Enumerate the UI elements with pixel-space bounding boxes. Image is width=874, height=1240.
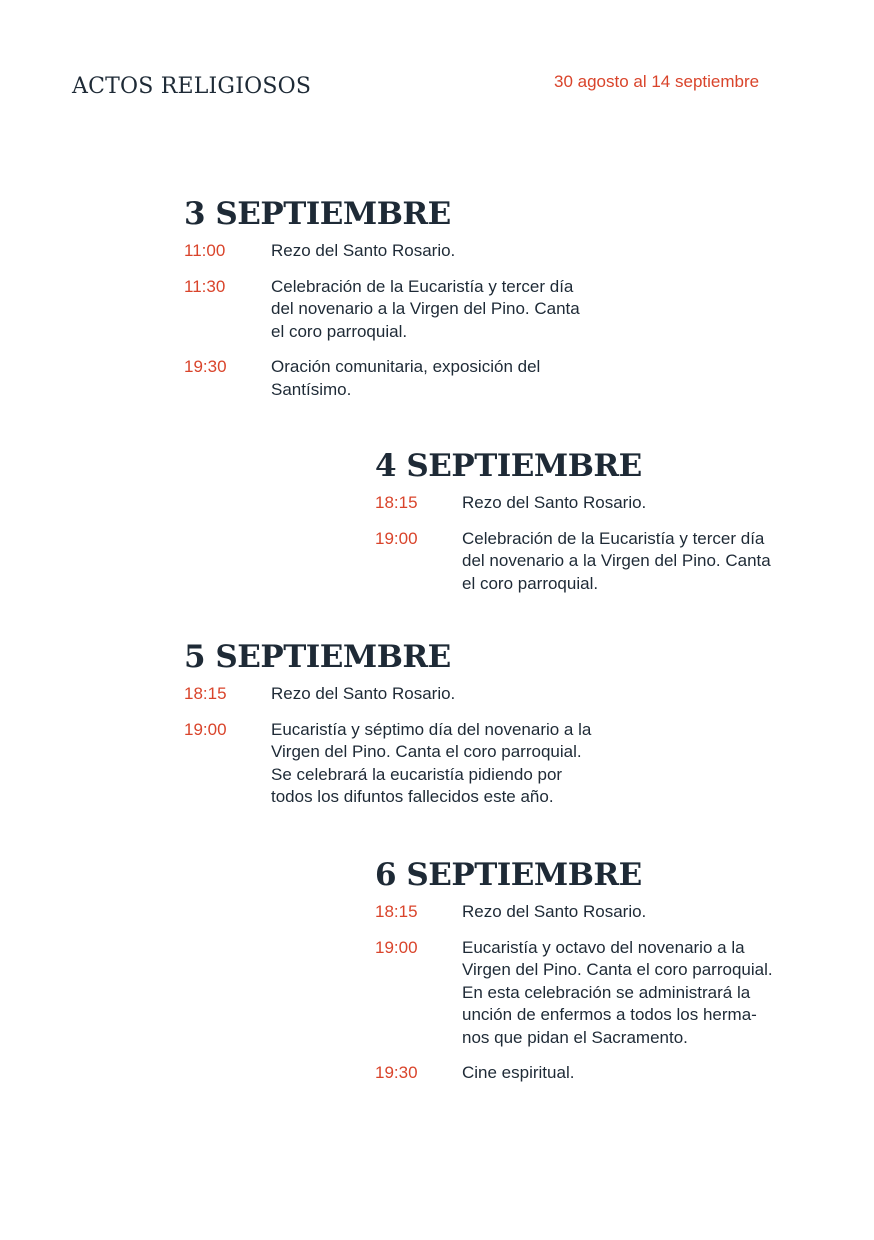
day-title: 3 SEPTIEMBRE xyxy=(184,196,451,232)
event-item xyxy=(184,719,624,809)
date-range: 30 agosto al 14 septiembre xyxy=(554,72,760,91)
event-item xyxy=(375,492,815,515)
event-description: Celebración de la Eucaristía y tercer día del novenario a la Virgen del Pino. Canta el coro parroquial. xyxy=(271,276,580,341)
event-time: 11:30 xyxy=(184,276,226,296)
event-description: Eucaristía y octavo del novenario a la Virgen del Pino. Canta el coro parroquial. En esta celebración se administrará la unción de enfermos a todos los herma- nos que pidan el Sacramento. xyxy=(462,937,773,1047)
day-title: 5 SEPTIEMBRE xyxy=(184,639,451,675)
event-item xyxy=(184,356,624,401)
day-title: 4 SEPTIEMBRE xyxy=(375,448,642,484)
event-time: 18:15 xyxy=(184,684,227,703)
event-description: Cine espiritual. xyxy=(462,1063,575,1082)
event-description: Eucaristía y séptimo día del novenario a la Virgen del Pino. Canta el coro parroquial. Se celebrará la eucaristía pidiendo por todos los difuntos fallecidos este año. xyxy=(271,719,592,806)
event-item xyxy=(184,683,624,706)
event-description: Rezo del Santo Rosario. xyxy=(462,902,647,921)
event-time: 19:00 xyxy=(375,528,418,548)
event-item xyxy=(184,276,624,344)
day-section-3-septiembre xyxy=(184,194,624,414)
day-title: 6 SEPTIEMBRE xyxy=(375,857,642,893)
event-time: 19:00 xyxy=(375,937,418,957)
event-time: 11:00 xyxy=(184,241,226,260)
event-time: 18:15 xyxy=(375,493,418,512)
event-description: Rezo del Santo Rosario. xyxy=(271,241,456,260)
page-title: ACTOS RELIGIOSOS xyxy=(72,74,312,99)
event-description: Rezo del Santo Rosario. xyxy=(462,493,647,512)
event-time: 18:15 xyxy=(375,902,418,921)
event-time: 19:30 xyxy=(184,357,227,376)
day-section-6-septiembre xyxy=(375,855,815,1098)
event-time: 19:30 xyxy=(375,1063,418,1082)
event-item xyxy=(184,240,624,263)
event-description: Rezo del Santo Rosario. xyxy=(271,684,456,703)
event-description: Oración comunitaria, exposición del Santísimo. xyxy=(271,357,541,399)
event-item xyxy=(375,528,815,596)
event-description: Celebración de la Eucaristía y tercer día del novenario a la Virgen del Pino. Canta el coro parroquial. xyxy=(462,528,771,593)
day-section-4-septiembre xyxy=(375,446,815,608)
event-time: 19:00 xyxy=(184,719,227,739)
event-item xyxy=(375,1062,815,1085)
day-section-5-septiembre xyxy=(184,637,624,822)
event-item xyxy=(375,901,815,924)
event-item xyxy=(375,937,815,1050)
